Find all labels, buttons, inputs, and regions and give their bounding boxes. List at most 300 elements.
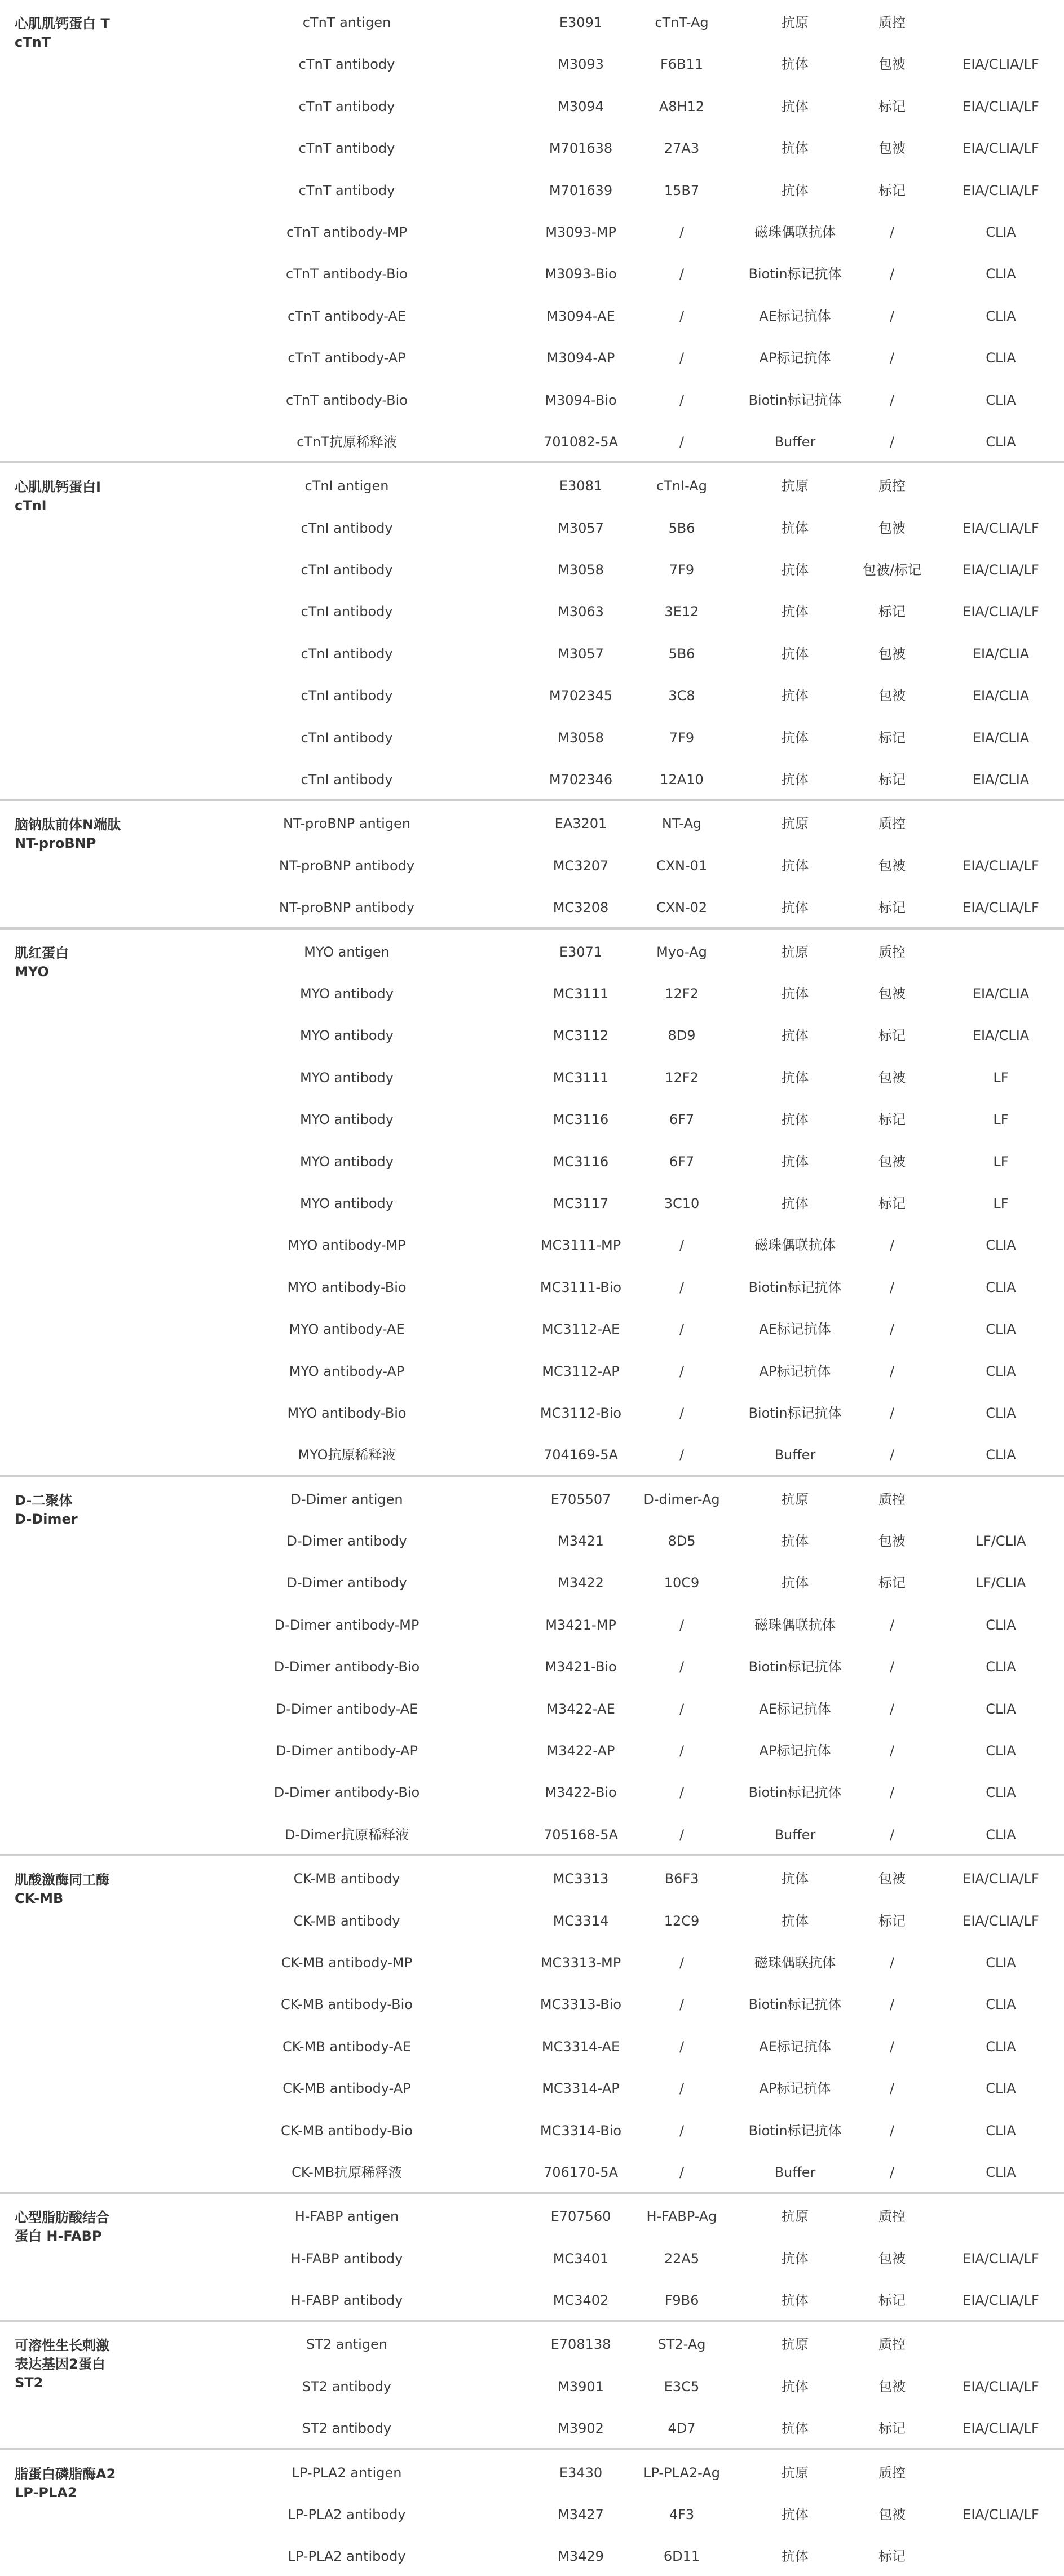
product-name-cell: cTnT antibody-Bio: [286, 392, 408, 408]
application-cell: 标记: [878, 1195, 906, 1211]
application-cell: /: [889, 350, 895, 366]
application-cell: 质控: [878, 944, 906, 960]
method-cell: CLIA: [986, 1279, 1016, 1295]
application-cell: 质控: [878, 2336, 906, 2353]
table-row: [0, 1391, 1064, 1432]
product-type-cell: AE标记抗体: [759, 2038, 831, 2055]
product-name-cell: CK-MB antibody-Bio: [281, 2122, 413, 2139]
product-name-cell: cTnT antibody: [298, 98, 395, 114]
application-cell: 包被: [878, 1533, 906, 1550]
catalog-number-cell: 706170-5A: [544, 2164, 618, 2180]
method-cell: CLIA: [986, 1321, 1016, 1338]
table-row: [0, 1687, 1064, 1728]
method-cell: CLIA: [986, 2081, 1016, 2097]
table-row: [0, 294, 1064, 335]
marker-group: [0, 801, 1064, 929]
product-name-cell: ST2 antibody: [302, 2378, 392, 2394]
method-cell: CLIA: [986, 1701, 1016, 1717]
table-row: [0, 1856, 1064, 1898]
table-row: [0, 843, 1064, 885]
method-cell: CLIA: [986, 1363, 1016, 1379]
product-name-cell: D-Dimer antibody-Bio: [273, 1785, 420, 1801]
product-name-cell: MYO antibody: [300, 985, 394, 1002]
table-row: [0, 1307, 1064, 1348]
catalog-number-cell: MC3313-Bio: [540, 1997, 622, 2013]
clone-cell: 8D5: [668, 1533, 696, 1550]
group-title: 脂蛋白磷脂酶A2 LP-PLA2: [15, 2466, 116, 2500]
product-type-cell: 抗体: [782, 688, 809, 704]
product-name-cell: LP-PLA2 antibody: [288, 2507, 406, 2523]
clone-cell: /: [679, 2081, 685, 2097]
product-type-cell: 抗体: [782, 857, 809, 874]
table-row: [0, 673, 1064, 715]
catalog-number-cell: M3901: [558, 2378, 604, 2394]
application-cell: 包被/标记: [862, 562, 922, 578]
method-cell: CLIA: [986, 2164, 1016, 2180]
catalog-number-cell: M3094-Bio: [545, 392, 617, 408]
marker-group: [0, 930, 1064, 1477]
method-cell: EIA/CLIA/LF: [963, 2378, 1039, 2394]
clone-cell: /: [679, 1701, 685, 1717]
method-cell: EIA/CLIA/LF: [963, 182, 1039, 198]
application-cell: 包被: [878, 1069, 906, 1086]
clone-cell: 7F9: [669, 562, 695, 578]
method-cell: EIA/CLIA/LF: [963, 520, 1039, 536]
table-row: [0, 210, 1064, 251]
catalog-number-cell: MC3314-Bio: [540, 2122, 622, 2139]
catalog-number-cell: M3093-MP: [545, 224, 616, 240]
table-row: [0, 930, 1064, 971]
application-cell: /: [889, 1785, 895, 1801]
application-cell: /: [889, 1659, 895, 1675]
table-row: [0, 1812, 1064, 1854]
method-cell: CLIA: [986, 2038, 1016, 2055]
table-row: [0, 251, 1064, 293]
product-name-cell: ST2 antibody: [302, 2420, 392, 2437]
catalog-number-cell: M3422-AE: [546, 1701, 615, 1717]
table-row: [0, 2236, 1064, 2278]
product-name-cell: cTnT抗原稀释液: [297, 433, 397, 450]
product-type-cell: AP标记抗体: [759, 1743, 831, 1759]
catalog-number-cell: M3422: [558, 1575, 604, 1591]
table-row: [0, 1982, 1064, 2024]
product-type-cell: 抗体: [782, 140, 809, 157]
clone-cell: 22A5: [664, 2250, 700, 2267]
clone-cell: 27A3: [664, 140, 700, 157]
catalog-number-cell: M3422-AP: [546, 1743, 615, 1759]
clone-cell: /: [679, 433, 685, 450]
product-type-cell: AP标记抗体: [759, 2081, 831, 2097]
product-name-cell: CK-MB抗原稀释液: [292, 2164, 402, 2180]
application-cell: 质控: [878, 2464, 906, 2481]
table-row: [0, 1432, 1064, 1474]
product-type-cell: 抗体: [782, 562, 809, 578]
table-row: [0, 2066, 1064, 2108]
table-row: [0, 1097, 1064, 1139]
table-row: [0, 2492, 1064, 2534]
table-row: [0, 84, 1064, 126]
method-cell: EIA/CLIA/LF: [963, 604, 1039, 620]
application-cell: /: [889, 1405, 895, 1421]
catalog-number-cell: E3091: [559, 15, 603, 30]
table-row: [0, 1139, 1064, 1181]
clone-cell: 4D7: [668, 2420, 696, 2437]
table-row: [0, 1477, 1064, 1519]
catalog-number-cell: MC3116: [553, 1153, 609, 1170]
application-cell: 包被: [878, 140, 906, 157]
product-name-cell: H-FABP antibody: [290, 2292, 403, 2309]
product-type-cell: 抗原: [782, 2336, 809, 2353]
product-name-cell: cTnI antibody: [301, 604, 393, 620]
clone-cell: Myo-Ag: [656, 944, 707, 960]
table-row: [0, 1349, 1064, 1391]
method-cell: EIA/CLIA/LF: [963, 1913, 1039, 1929]
catalog-number-cell: MC3116: [553, 1112, 609, 1128]
catalog-number-cell: MC3314: [553, 1913, 609, 1929]
application-cell: 标记: [878, 1028, 906, 1044]
application-cell: 包被: [878, 1153, 906, 1170]
application-cell: /: [889, 266, 895, 282]
catalog-number-cell: MC3111: [553, 985, 609, 1002]
table-row: [0, 2322, 1064, 2363]
product-name-cell: cTnT antibody-MP: [286, 224, 408, 240]
application-cell: 质控: [878, 2208, 906, 2225]
method-cell: CLIA: [986, 308, 1016, 324]
clone-cell: /: [679, 1237, 685, 1254]
application-cell: /: [889, 1321, 895, 1338]
group-title: 肌酸激酶同工酶 CK-MB: [15, 1872, 109, 1907]
clone-cell: /: [679, 2038, 685, 2055]
table-row: [0, 2024, 1064, 2066]
table-row: [0, 1013, 1064, 1055]
application-cell: 标记: [878, 900, 906, 916]
catalog-number-cell: M3093: [558, 56, 604, 73]
table-row: [0, 2194, 1064, 2236]
method-cell: CLIA: [986, 392, 1016, 408]
catalog-number-cell: M702346: [549, 772, 613, 788]
application-cell: 标记: [878, 1575, 906, 1591]
method-cell: CLIA: [986, 1405, 1016, 1421]
product-type-cell: AP标记抗体: [759, 350, 831, 366]
product-type-cell: 抗体: [782, 1112, 809, 1128]
group-title: 心型脂肪酸结合 蛋白 H-FABP: [15, 2210, 109, 2245]
product-type-cell: 抗体: [782, 1153, 809, 1170]
application-cell: /: [889, 1826, 895, 1843]
catalog-number-cell: E3081: [559, 478, 603, 494]
product-type-cell: Biotin标记抗体: [748, 392, 842, 408]
clone-cell: 3C10: [664, 1195, 700, 1211]
product-name-cell: H-FABP antigen: [294, 2208, 399, 2225]
method-cell: CLIA: [986, 1447, 1016, 1463]
product-type-cell: 抗体: [782, 2548, 809, 2565]
product-type-cell: AP标记抗体: [759, 1363, 831, 1379]
marker-group: [0, 2322, 1064, 2450]
application-cell: 标记: [878, 2420, 906, 2437]
catalog-number-cell: MC3401: [553, 2250, 609, 2267]
application-cell: 包被: [878, 1871, 906, 1887]
clone-cell: /: [679, 1785, 685, 1801]
product-type-cell: Biotin标记抗体: [748, 1997, 842, 2013]
product-type-cell: 抗原: [782, 2208, 809, 2225]
method-cell: EIA/CLIA/LF: [963, 2292, 1039, 2309]
table-row: [0, 1898, 1064, 1940]
clone-cell: 12F2: [665, 985, 699, 1002]
method-cell: EIA/CLIA/LF: [963, 1871, 1039, 1887]
product-type-cell: 抗体: [782, 98, 809, 114]
clone-cell: B6F3: [664, 1871, 699, 1887]
clone-cell: 6D11: [663, 2548, 700, 2565]
method-cell: EIA/CLIA/LF: [963, 857, 1039, 874]
table-row: [0, 1728, 1064, 1770]
product-type-cell: 抗原: [782, 816, 809, 832]
clone-cell: /: [679, 1405, 685, 1421]
product-name-cell: NT-proBNP antibody: [279, 900, 415, 916]
table-row: [0, 885, 1064, 927]
catalog-number-cell: M3063: [558, 604, 604, 620]
clone-cell: NT-Ag: [661, 816, 702, 832]
application-cell: /: [889, 2081, 895, 2097]
method-cell: LF: [993, 1153, 1009, 1170]
table-row: [0, 506, 1064, 547]
method-cell: CLIA: [986, 224, 1016, 240]
product-type-cell: 抗原: [782, 478, 809, 494]
clone-cell: 8D9: [668, 1028, 696, 1044]
catalog-number-cell: M3094-AP: [546, 350, 615, 366]
product-name-cell: D-Dimer antibody-MP: [274, 1617, 420, 1633]
catalog-number-cell: M701639: [549, 182, 613, 198]
method-cell: EIA/CLIA/LF: [963, 2250, 1039, 2267]
product-name-cell: cTnT antibody-AP: [288, 350, 406, 366]
clone-cell: cTnT-Ag: [655, 15, 709, 30]
product-type-cell: 抗体: [782, 772, 809, 788]
marker-group: [0, 463, 1064, 801]
application-cell: /: [889, 1363, 895, 1379]
catalog-number-cell: M702345: [549, 688, 613, 704]
method-cell: CLIA: [986, 1237, 1016, 1254]
method-cell: LF: [993, 1195, 1009, 1211]
table-row: [0, 42, 1064, 83]
clone-cell: H-FABP-Ag: [646, 2208, 717, 2225]
clone-cell: CXN-01: [656, 857, 708, 874]
clone-cell: /: [679, 1321, 685, 1338]
product-name-cell: D-Dimer antibody: [286, 1533, 407, 1550]
table-row: [0, 1519, 1064, 1560]
product-type-cell: 抗体: [782, 1533, 809, 1550]
table-row: [0, 168, 1064, 210]
application-cell: 包被: [878, 645, 906, 662]
application-cell: 包被: [878, 56, 906, 73]
product-type-cell: 抗体: [782, 2420, 809, 2437]
product-name-cell: ST2 antigen: [306, 2336, 387, 2353]
product-type-cell: 磁珠偶联抗体: [754, 1237, 836, 1254]
group-title: 脑钠肽前体N端肽 NT-proBNP: [15, 817, 121, 852]
clone-cell: /: [679, 1447, 685, 1463]
catalog-number-cell: MC3112-AE: [541, 1321, 620, 1338]
application-cell: /: [889, 308, 895, 324]
method-cell: EIA/CLIA: [972, 985, 1030, 1002]
application-cell: 质控: [878, 15, 906, 30]
table-row: [0, 547, 1064, 589]
catalog-number-cell: MC3313-MP: [540, 1954, 621, 1971]
group-title: 可溶性生长刺激 表达基因2蛋白 ST2: [15, 2338, 109, 2391]
product-name-cell: MYO antibody: [300, 1028, 394, 1044]
table-row: [0, 715, 1064, 757]
product-type-cell: 抗体: [782, 900, 809, 916]
product-name-cell: MYO antibody: [300, 1195, 394, 1211]
product-name-cell: CK-MB antibody: [293, 1913, 400, 1929]
product-type-cell: 抗体: [782, 1195, 809, 1211]
application-cell: /: [889, 1701, 895, 1717]
product-type-cell: Biotin标记抗体: [748, 1405, 842, 1421]
method-cell: CLIA: [986, 1954, 1016, 1971]
catalog-number-cell: MC3208: [553, 900, 609, 916]
table-row: [0, 126, 1064, 167]
table-row: [0, 2406, 1064, 2447]
catalog-number-cell: MC3111-MP: [540, 1237, 621, 1254]
catalog-number-cell: MC3207: [553, 857, 609, 874]
product-type-cell: 抗原: [782, 1491, 809, 1507]
method-cell: LF/CLIA: [975, 1533, 1026, 1550]
clone-cell: LP-PLA2-Ag: [643, 2464, 720, 2481]
clone-cell: 12C9: [664, 1913, 700, 1929]
catalog-number-cell: MC3314-AE: [541, 2038, 620, 2055]
method-cell: LF: [993, 1112, 1009, 1128]
product-name-cell: cTnT antibody: [298, 182, 395, 198]
product-type-cell: Biotin标记抗体: [748, 1659, 842, 1675]
product-type-cell: 磁珠偶联抗体: [754, 1954, 836, 1971]
catalog-number-cell: MC3112: [553, 1028, 609, 1044]
catalog-number-cell: E705507: [550, 1491, 611, 1507]
application-cell: /: [889, 1237, 895, 1254]
product-name-cell: MYO antigen: [304, 944, 390, 960]
application-cell: 标记: [878, 772, 906, 788]
product-type-cell: 抗体: [782, 2507, 809, 2523]
product-name-cell: MYO antibody-AE: [289, 1321, 405, 1338]
catalog-number-cell: M3902: [558, 2420, 604, 2437]
product-type-cell: 抗体: [782, 1575, 809, 1591]
marker-group: [0, 2194, 1064, 2322]
product-name-cell: MYO antibody: [300, 1112, 394, 1128]
table-row: [0, 1560, 1064, 1602]
application-cell: 包被: [878, 857, 906, 874]
table-row: [0, 1644, 1064, 1686]
application-cell: /: [889, 392, 895, 408]
application-cell: /: [889, 2164, 895, 2180]
catalog-number-cell: 704169-5A: [544, 1447, 618, 1463]
application-cell: /: [889, 1447, 895, 1463]
product-type-cell: Buffer: [774, 2164, 816, 2180]
table-row: [0, 2278, 1064, 2320]
catalog-number-cell: E3071: [559, 944, 603, 960]
catalog-number-cell: M3094: [558, 98, 604, 114]
product-type-cell: Buffer: [774, 433, 816, 450]
product-type-cell: Biotin标记抗体: [748, 266, 842, 282]
product-name-cell: NT-proBNP antibody: [279, 857, 415, 874]
table-row: [0, 1770, 1064, 1812]
table-row: [0, 1603, 1064, 1644]
product-type-cell: Biotin标记抗体: [748, 2122, 842, 2139]
clone-cell: /: [679, 1997, 685, 2013]
catalog-number-cell: M3093-Bio: [545, 266, 617, 282]
clone-cell: /: [679, 392, 685, 408]
catalog-number-cell: 701082-5A: [544, 433, 618, 450]
product-name-cell: CK-MB antibody: [293, 1871, 400, 1887]
product-type-cell: 抗体: [782, 604, 809, 620]
table-row: [0, 1940, 1064, 1982]
product-type-cell: 抗体: [782, 1871, 809, 1887]
product-name-cell: D-Dimer antigen: [290, 1491, 403, 1507]
catalog-number-cell: MC3112-AP: [542, 1363, 620, 1379]
application-cell: /: [889, 433, 895, 450]
table-row: [0, 757, 1064, 799]
catalog-number-cell: M3421-Bio: [545, 1659, 617, 1675]
catalog-number-cell: MC3402: [553, 2292, 609, 2309]
method-cell: EIA/CLIA/LF: [963, 900, 1039, 916]
product-name-cell: D-Dimer antibody-AP: [276, 1743, 418, 1759]
product-type-cell: Biotin标记抗体: [748, 1279, 842, 1295]
application-cell: /: [889, 1954, 895, 1971]
method-cell: LF/CLIA: [975, 1575, 1026, 1591]
method-cell: EIA/CLIA: [972, 772, 1030, 788]
product-name-cell: MYO抗原稀释液: [298, 1447, 396, 1463]
clone-cell: A8H12: [659, 98, 705, 114]
product-name-cell: MYO antibody-MP: [288, 1237, 406, 1254]
table-row: [0, 335, 1064, 377]
product-name-cell: cTnT antigen: [302, 15, 391, 30]
application-cell: 标记: [878, 2292, 906, 2309]
product-name-cell: cTnI antibody: [301, 562, 393, 578]
catalog-number-cell: M3057: [558, 645, 604, 662]
catalog-number-cell: E707560: [550, 2208, 611, 2225]
clone-cell: /: [679, 266, 685, 282]
catalog-number-cell: MC3314-AP: [542, 2081, 620, 2097]
clone-cell: 12A10: [660, 772, 704, 788]
table-row: [0, 2534, 1064, 2575]
catalog-number-cell: M701638: [549, 140, 613, 157]
application-cell: 标记: [878, 604, 906, 620]
product-type-cell: 抗体: [782, 182, 809, 198]
clone-cell: /: [679, 2164, 685, 2180]
clone-cell: 3C8: [668, 688, 695, 704]
group-title: 心肌肌钙蛋白I cTnI: [15, 479, 101, 514]
method-cell: CLIA: [986, 266, 1016, 282]
method-cell: EIA/CLIA: [972, 688, 1030, 704]
application-cell: /: [889, 224, 895, 240]
application-cell: 标记: [878, 2548, 906, 2565]
application-cell: 包被: [878, 688, 906, 704]
catalog-number-cell: MC3112-Bio: [540, 1405, 622, 1421]
table-row: [0, 2108, 1064, 2150]
product-name-cell: MYO antibody-Bio: [287, 1405, 407, 1421]
product-type-cell: Buffer: [774, 1447, 816, 1463]
catalog-number-cell: MC3117: [553, 1195, 609, 1211]
application-cell: /: [889, 2038, 895, 2055]
product-type-cell: 抗体: [782, 2250, 809, 2267]
marker-group: [0, 0, 1064, 463]
application-cell: /: [889, 1997, 895, 2013]
clone-cell: E3C5: [664, 2378, 700, 2394]
product-type-cell: 抗体: [782, 2292, 809, 2309]
application-cell: 包被: [878, 985, 906, 1002]
catalog-number-cell: MC3111-Bio: [540, 1279, 622, 1295]
product-name-cell: D-Dimer antibody-AE: [275, 1701, 418, 1717]
application-cell: /: [889, 1279, 895, 1295]
clone-cell: D-dimer-Ag: [643, 1491, 720, 1507]
product-name-cell: CK-MB antibody-MP: [281, 1954, 413, 1971]
catalog-number-cell: M3057: [558, 520, 604, 536]
clone-cell: /: [679, 1279, 685, 1295]
method-cell: EIA/CLIA/LF: [963, 562, 1039, 578]
